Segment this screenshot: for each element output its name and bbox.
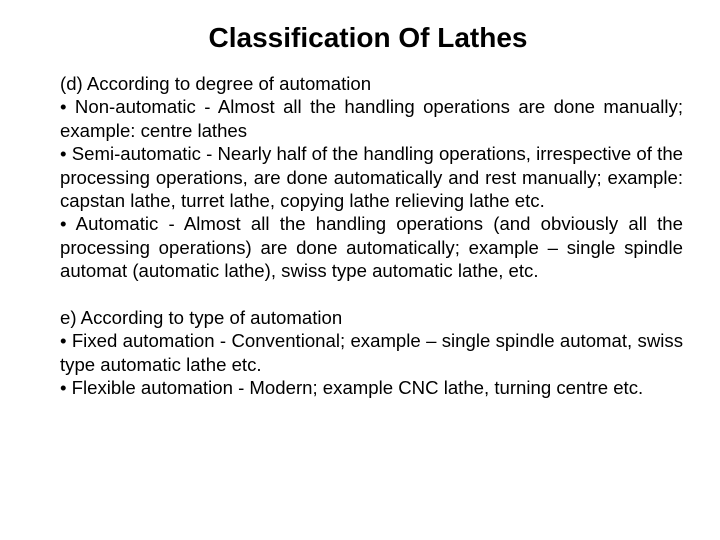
- slide-body: [60, 72, 683, 400]
- section-e-heading: e) According to type of automation: [60, 307, 343, 329]
- bullet-semi-automatic: • Semi-automatic - Nearly half of the handling operations, irrespective of the processing operations, are done automatically and rest manually; example: capstan lathe, turret lathe, copying lathe relieving lathe etc.: [60, 143, 683, 212]
- slide-title: Classification Of Lathes: [208, 22, 528, 53]
- bullet-automatic: • Automatic - Almost all the handling operations (and obviously all the processing operations) are done automatically; example – single spindle automat (automatic lathe), swiss type automatic lathe, etc.: [60, 213, 683, 282]
- bullet-non-automatic: • Non-automatic - Almost all the handling operations are done manually; example: centre lathes: [60, 96, 683, 141]
- bullet-fixed-automation: • Fixed automation - Conventional; example – single spindle automat, swiss type automatic lathe etc.: [60, 330, 683, 375]
- bullet-flexible-automation: • Flexible automation - Modern; example CNC lathe, turning centre etc.: [60, 377, 644, 399]
- section-d-heading: (d) According to degree of automation: [60, 73, 372, 94]
- paragraph-spacer: [60, 283, 683, 306]
